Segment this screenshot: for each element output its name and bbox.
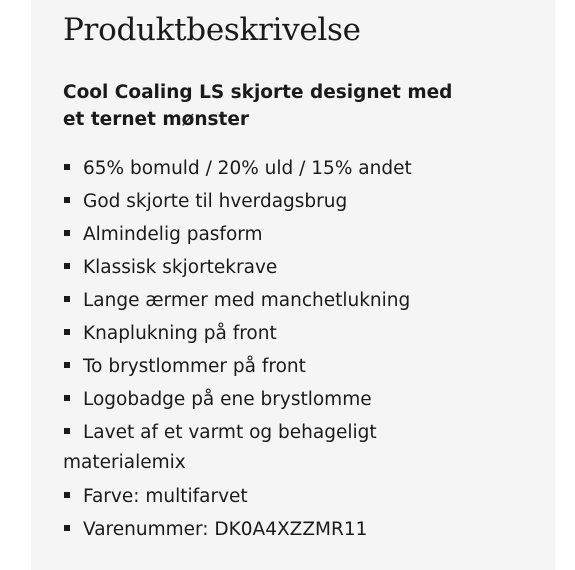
feature-text: Varenummer: DK0A4XZZMR11: [83, 519, 368, 540]
bullet-icon: [64, 197, 70, 203]
feature-item-color: [63, 480, 483, 513]
bullet-icon: [64, 296, 70, 302]
feature-text: Klassisk skjortekrave: [83, 257, 278, 278]
feature-item-collar: [63, 251, 483, 284]
feature-text: Lange ærmer med manchetlukning: [83, 290, 411, 311]
bullet-icon: [64, 525, 70, 531]
product-subtitle: Cool Coaling LS skjorte designet med et ternet mønster: [63, 82, 453, 130]
feature-item-pockets: [63, 350, 483, 383]
feature-item-sleeves: [63, 284, 483, 317]
feature-text: To brystlommer på front: [83, 356, 306, 377]
feature-item-fit: [63, 218, 483, 251]
feature-item-logo: [63, 383, 483, 416]
feature-item-buttons: [63, 317, 483, 350]
feature-item-fabric: [63, 418, 483, 478]
feature-text: Almindelig pasform: [83, 224, 263, 245]
bullet-icon: [64, 329, 70, 335]
feature-text: God skjorte til hverdagsbrug: [83, 191, 348, 212]
bullet-icon: [64, 362, 70, 368]
bullet-icon: [64, 492, 70, 498]
bullet-icon: [64, 428, 70, 434]
section-title: Produktbeskrivelse: [63, 12, 361, 48]
feature-text: 65% bomuld / 20% uld / 15% andet: [83, 158, 412, 179]
feature-text: Knaplukning på front: [83, 323, 277, 344]
feature-text: Farve: multifarvet: [83, 486, 248, 507]
feature-list: [63, 152, 483, 546]
bullet-icon: [64, 230, 70, 236]
bullet-icon: [64, 164, 70, 170]
feature-item-everyday: [63, 185, 483, 218]
feature-text: Lavet af et varmt og behageligt materialemix: [63, 422, 377, 473]
feature-text: Logobadge på ene brystlomme: [83, 389, 372, 410]
feature-item-sku: [63, 513, 483, 546]
bullet-icon: [64, 395, 70, 401]
feature-item-material: [63, 152, 483, 185]
bullet-icon: [64, 263, 70, 269]
